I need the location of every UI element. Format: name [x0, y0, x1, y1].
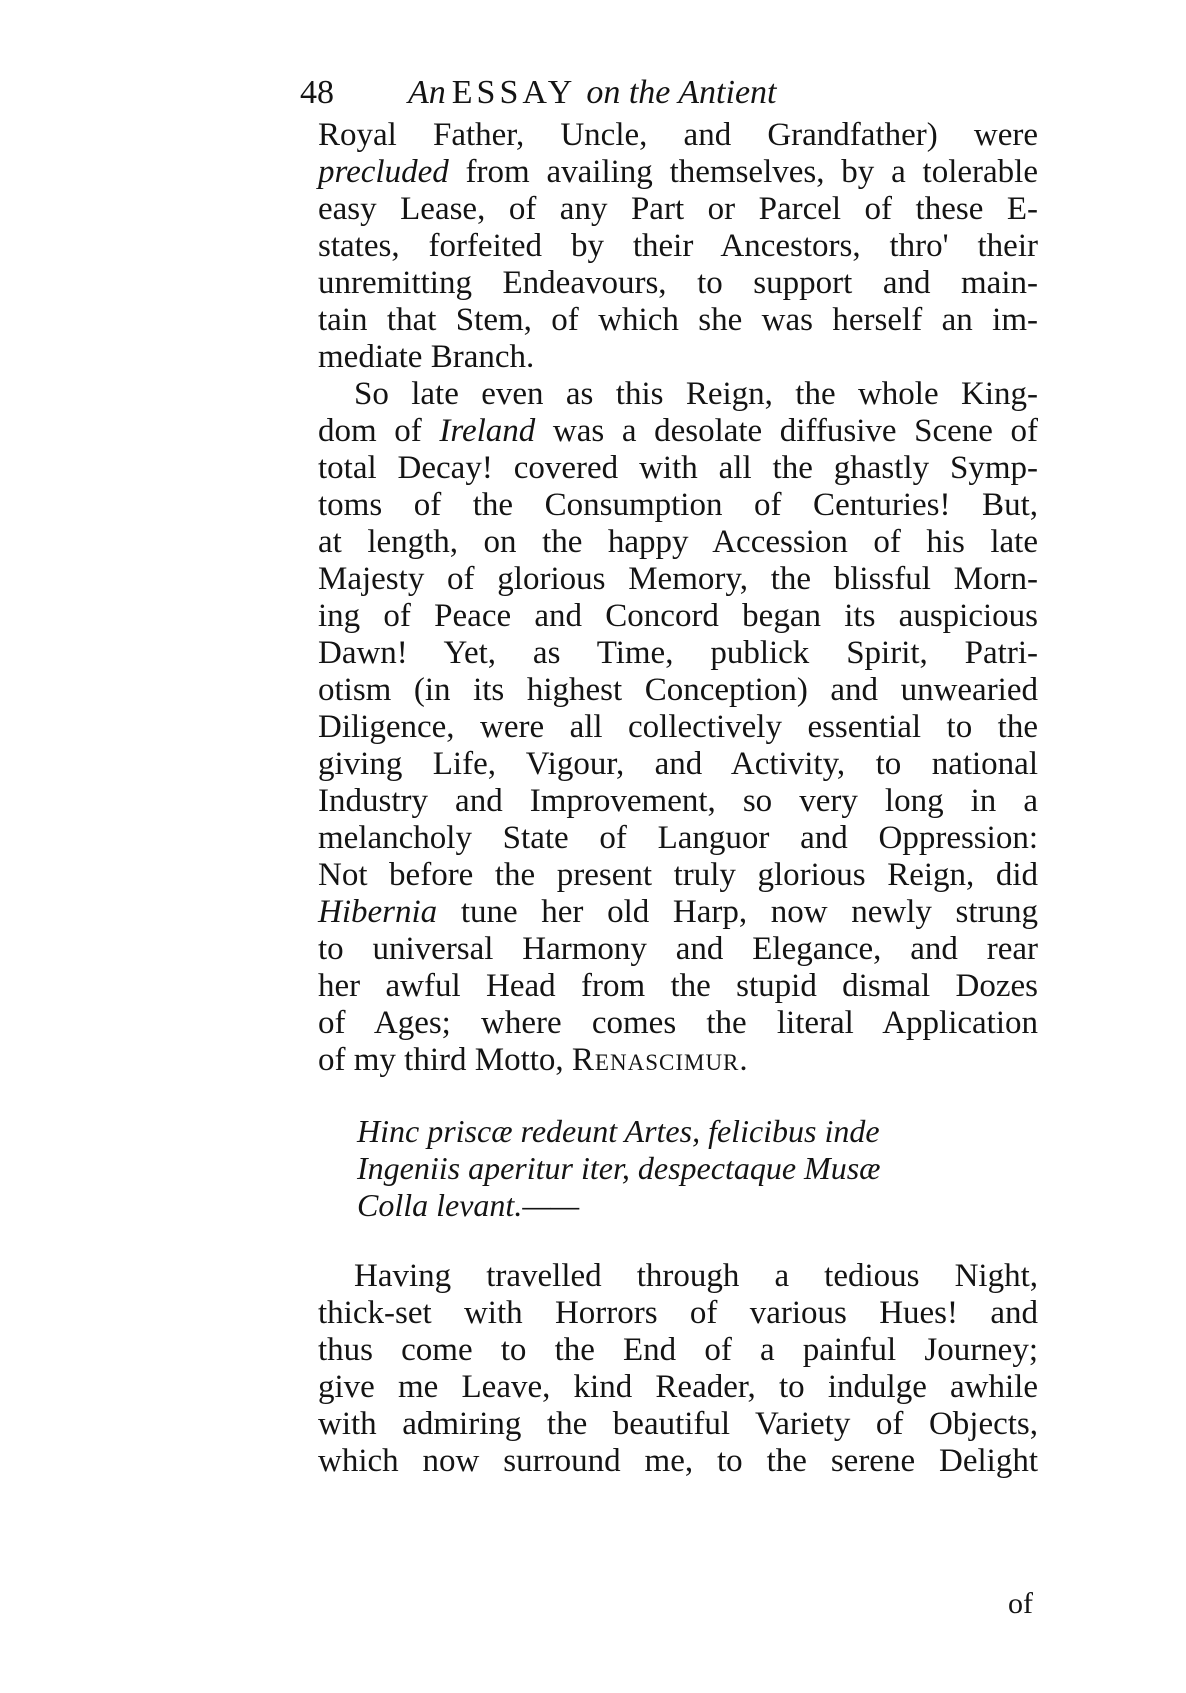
italic-word: Ireland: [439, 413, 536, 449]
text-line: which now surround me, to the serene Delight: [318, 1443, 1038, 1479]
text-line: giving Life, Vigour, and Activity, to national: [318, 746, 1038, 782]
catchword: of: [1008, 1587, 1033, 1620]
italic-word: precluded: [318, 154, 449, 190]
text-line: Royal Father, Uncle, and Grandfather) were: [318, 117, 1038, 153]
text-line: mediate Branch.: [318, 339, 535, 375]
text-line: to universal Harmony and Elegance, and rear: [318, 931, 1038, 967]
text-line: Majesty of glorious Memory, the blissful Morn-: [318, 561, 1038, 597]
text-line: thus come to the End of a painful Journey;: [318, 1332, 1038, 1368]
text-span: tune her old Harp, now newly strung: [460, 894, 1039, 930]
text-line: toms of the Consumption of Centuries! But,: [318, 487, 1038, 523]
page-number: 48: [300, 74, 334, 111]
text-line: thick-set with Horrors of various Hues! and: [318, 1295, 1038, 1331]
text-span: dom of: [318, 413, 422, 449]
text-span: of my third Motto,: [318, 1042, 564, 1078]
running-head-title: ESSAY: [451, 74, 577, 111]
text-line: So late even as this Reign, the whole King-: [354, 376, 1038, 412]
running-head-rest: on the Antient: [586, 74, 777, 111]
text-line: melancholy State of Languor and Oppression:: [318, 820, 1038, 856]
text-line: Diligence, were all collectively essential to the: [318, 709, 1038, 745]
verse-line: Colla levant.——: [357, 1187, 580, 1223]
text-line: tain that Stem, of which she was herself an im-: [318, 302, 1038, 338]
text-line: [318, 153, 1038, 191]
text-line: Dawn! Yet, as Time, publick Spirit, Patri-: [318, 635, 1038, 671]
text-line: states, forfeited by their Ancestors, thro' their: [318, 228, 1038, 264]
text-line: unremitting Endeavours, to support and main-: [318, 265, 1038, 301]
running-head: [300, 68, 1060, 118]
text-line: [318, 412, 1038, 450]
text-line: Not before the present truly glorious Reign, did: [318, 857, 1038, 893]
text-line: Industry and Improvement, so very long in a: [318, 783, 1038, 819]
text-span: was a desolate diffusive Scene of: [552, 413, 1038, 449]
verse-line: Hinc priscæ redeunt Artes, felicibus inde: [357, 1113, 880, 1149]
text-line: give me Leave, kind Reader, to indulge awhile: [318, 1369, 1038, 1405]
text-line: otism (in its highest Conception) and unwearied: [318, 672, 1038, 708]
text-span: from availing themselves, by a tolerable: [465, 154, 1038, 190]
text-line: [318, 893, 1038, 931]
text-line: her awful Head from the stupid dismal Dozes: [318, 968, 1038, 1004]
italic-word: Hibernia: [318, 894, 438, 930]
text-line: at length, on the happy Accession of his late: [318, 524, 1038, 560]
text-line: [318, 1041, 1038, 1079]
text-line: total Decay! covered with all the ghastly Symp-: [318, 450, 1038, 486]
text-line: ing of Peace and Concord began its auspicious: [318, 598, 1038, 634]
text-line: of Ages; where comes the literal Application: [318, 1005, 1038, 1041]
verse-line: Ingeniis aperitur iter, despectaque Musæ: [357, 1150, 881, 1186]
text-line: easy Lease, of any Part or Parcel of these E-: [318, 191, 1038, 227]
motto: Renascimur.: [571, 1042, 749, 1078]
running-head-an: An: [408, 74, 446, 111]
text-line: Having travelled through a tedious Night,: [354, 1258, 1038, 1294]
text-line: with admiring the beautiful Variety of Objects,: [318, 1406, 1038, 1442]
